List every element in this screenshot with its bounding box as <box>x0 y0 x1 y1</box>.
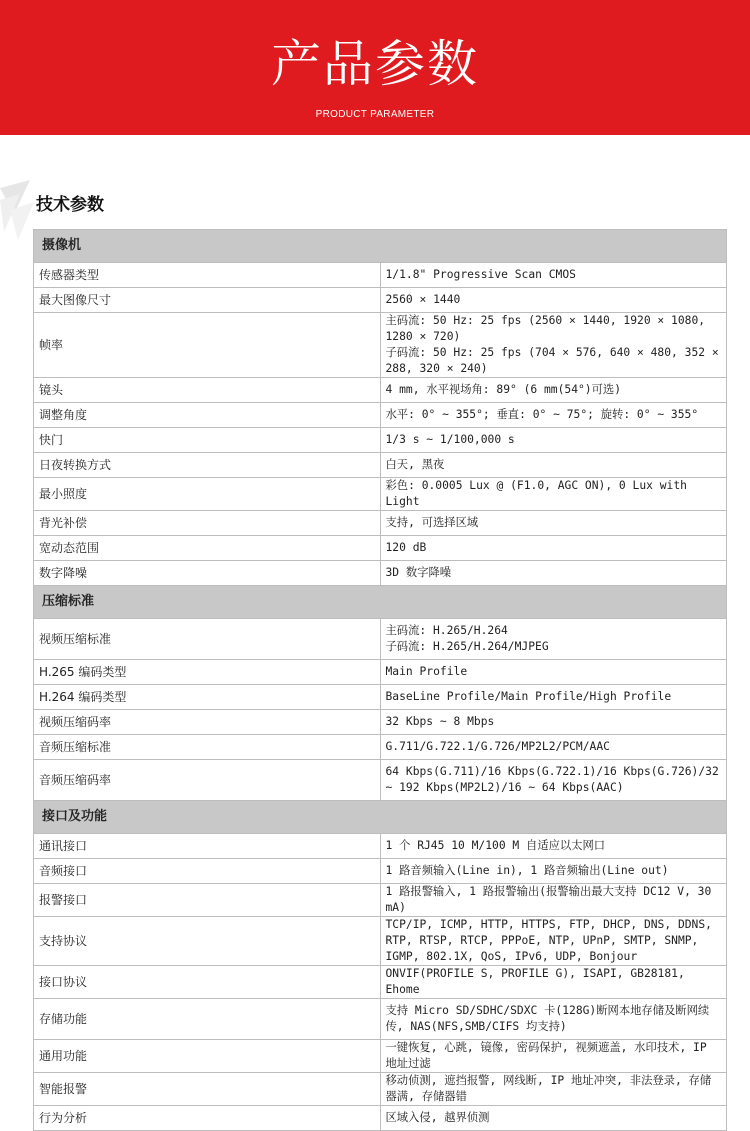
spec-key: 智能报警 <box>34 1073 381 1106</box>
spec-value: 3D 数字降噪 <box>380 561 727 586</box>
spec-key: H.264 编码类型 <box>34 685 381 710</box>
spec-key: 音频压缩标准 <box>34 735 381 760</box>
spec-row <box>34 378 727 403</box>
spec-row <box>34 834 727 859</box>
spec-value: TCP/IP, ICMP, HTTP, HTTPS, FTP, DHCP, DNS, DDNS, RTP, RTSP, RTCP, PPPoE, NTP, UPnP, SMTP, SNMP, IGMP, 802.1X, QoS, IPv6, UDP, Bonjour <box>380 917 727 966</box>
spec-value: ONVIF(PROFILE S, PROFILE G), ISAPI, GB28181, Ehome <box>380 966 727 999</box>
spec-key: 宽动态范围 <box>34 536 381 561</box>
spec-key: 最小照度 <box>34 478 381 511</box>
spec-key: 音频压缩码率 <box>34 760 381 801</box>
spec-table <box>33 229 727 1131</box>
section-title: 技术参数 <box>36 195 104 215</box>
spec-row <box>34 561 727 586</box>
spec-row <box>34 917 727 966</box>
spec-row <box>34 685 727 710</box>
spec-row <box>34 735 727 760</box>
spec-row <box>34 403 727 428</box>
spec-key: 音频接口 <box>34 859 381 884</box>
group-header-row <box>34 801 727 834</box>
group-header-row <box>34 230 727 263</box>
group-title: 摄像机 <box>34 230 727 263</box>
spec-row <box>34 760 727 801</box>
spec-row <box>34 859 727 884</box>
spec-key: 帧率 <box>34 313 381 378</box>
spec-row <box>34 660 727 685</box>
spec-row <box>34 1073 727 1106</box>
spec-value: 1/3 s ~ 1/100,000 s <box>380 428 727 453</box>
spec-key: 最大图像尺寸 <box>34 288 381 313</box>
spec-value: 主码流: H.265/H.264 子码流: H.265/H.264/MJPEG <box>380 619 727 660</box>
spec-row <box>34 536 727 561</box>
spec-value: 1 个 RJ45 10 M/100 M 自适应以太网口 <box>380 834 727 859</box>
spec-row <box>34 710 727 735</box>
spec-table-body <box>34 230 727 1131</box>
spec-key: 报警接口 <box>34 884 381 917</box>
spec-key: 背光补偿 <box>34 511 381 536</box>
spec-value: 120 dB <box>380 536 727 561</box>
spec-value: 彩色: 0.0005 Lux @ (F1.0, AGC ON), 0 Lux with Light <box>380 478 727 511</box>
spec-value: 4 mm, 水平视场角: 89° (6 mm(54°)可选) <box>380 378 727 403</box>
spec-value: 支持, 可选择区域 <box>380 511 727 536</box>
spec-value: 移动侦测, 遮挡报警, 网线断, IP 地址冲突, 非法登录, 存储器满, 存储器错 <box>380 1073 727 1106</box>
spec-row <box>34 478 727 511</box>
spec-value: 区域入侵, 越界侦测 <box>380 1106 727 1131</box>
spec-key: 视频压缩码率 <box>34 710 381 735</box>
spec-key: H.265 编码类型 <box>34 660 381 685</box>
spec-row <box>34 1106 727 1131</box>
spec-value: Main Profile <box>380 660 727 685</box>
group-title: 压缩标准 <box>34 586 727 619</box>
spec-value: 1 路报警输入, 1 路报警输出(报警输出最大支持 DC12 V, 30 mA) <box>380 884 727 917</box>
spec-key: 接口协议 <box>34 966 381 999</box>
spec-key: 支持协议 <box>34 917 381 966</box>
spec-row <box>34 966 727 999</box>
spec-value: 64 Kbps(G.711)/16 Kbps(G.722.1)/16 Kbps(G.726)/32 ~ 192 Kbps(MP2L2)/16 ~ 64 Kbps(AAC) <box>380 760 727 801</box>
spec-key: 镜头 <box>34 378 381 403</box>
spec-key: 行为分析 <box>34 1106 381 1131</box>
spec-key: 通用功能 <box>34 1040 381 1073</box>
spec-key: 存储功能 <box>34 999 381 1040</box>
spec-row <box>34 511 727 536</box>
spec-value: 水平: 0° ~ 355°; 垂直: 0° ~ 75°; 旋转: 0° ~ 355° <box>380 403 727 428</box>
spec-value: 支持 Micro SD/SDHC/SDXC 卡(128G)断网本地存储及断网续传, NAS(NFS,SMB/CIFS 均支持) <box>380 999 727 1040</box>
spec-row <box>34 453 727 478</box>
spec-value: 主码流: 50 Hz: 25 fps (2560 × 1440, 1920 × 1080, 1280 × 720) 子码流: 50 Hz: 25 fps (704 × 576, 640 × 480, 352 × 288, 320 × 240) <box>380 313 727 378</box>
spec-row <box>34 428 727 453</box>
spec-value: 1/1.8" Progressive Scan CMOS <box>380 263 727 288</box>
spec-value: 32 Kbps ~ 8 Mbps <box>380 710 727 735</box>
spec-key: 快门 <box>34 428 381 453</box>
group-header-row <box>34 586 727 619</box>
header-banner <box>0 0 750 135</box>
spec-row <box>34 1040 727 1073</box>
spec-row <box>34 288 727 313</box>
spec-key: 传感器类型 <box>34 263 381 288</box>
spec-key: 通讯接口 <box>34 834 381 859</box>
spec-value: BaseLine Profile/Main Profile/High Profile <box>380 685 727 710</box>
spec-value: 2560 × 1440 <box>380 288 727 313</box>
section-decoration-icon <box>0 180 36 240</box>
spec-row <box>34 619 727 660</box>
page-subtitle: PRODUCT PARAMETER <box>315 109 435 120</box>
spec-key: 调整角度 <box>34 403 381 428</box>
spec-key: 日夜转换方式 <box>34 453 381 478</box>
spec-row <box>34 313 727 378</box>
spec-row <box>34 999 727 1040</box>
spec-key: 视频压缩标准 <box>34 619 381 660</box>
group-title: 接口及功能 <box>34 801 727 834</box>
spec-key: 数字降噪 <box>34 561 381 586</box>
page-title: 产品参数 <box>271 35 479 93</box>
spec-row <box>34 263 727 288</box>
spec-value: G.711/G.722.1/G.726/MP2L2/PCM/AAC <box>380 735 727 760</box>
spec-value: 一键恢复, 心跳, 镜像, 密码保护, 视频遮盖, 水印技术, IP 地址过滤 <box>380 1040 727 1073</box>
spec-row <box>34 884 727 917</box>
spec-value: 1 路音频输入(Line in), 1 路音频输出(Line out) <box>380 859 727 884</box>
spec-value: 白天, 黑夜 <box>380 453 727 478</box>
